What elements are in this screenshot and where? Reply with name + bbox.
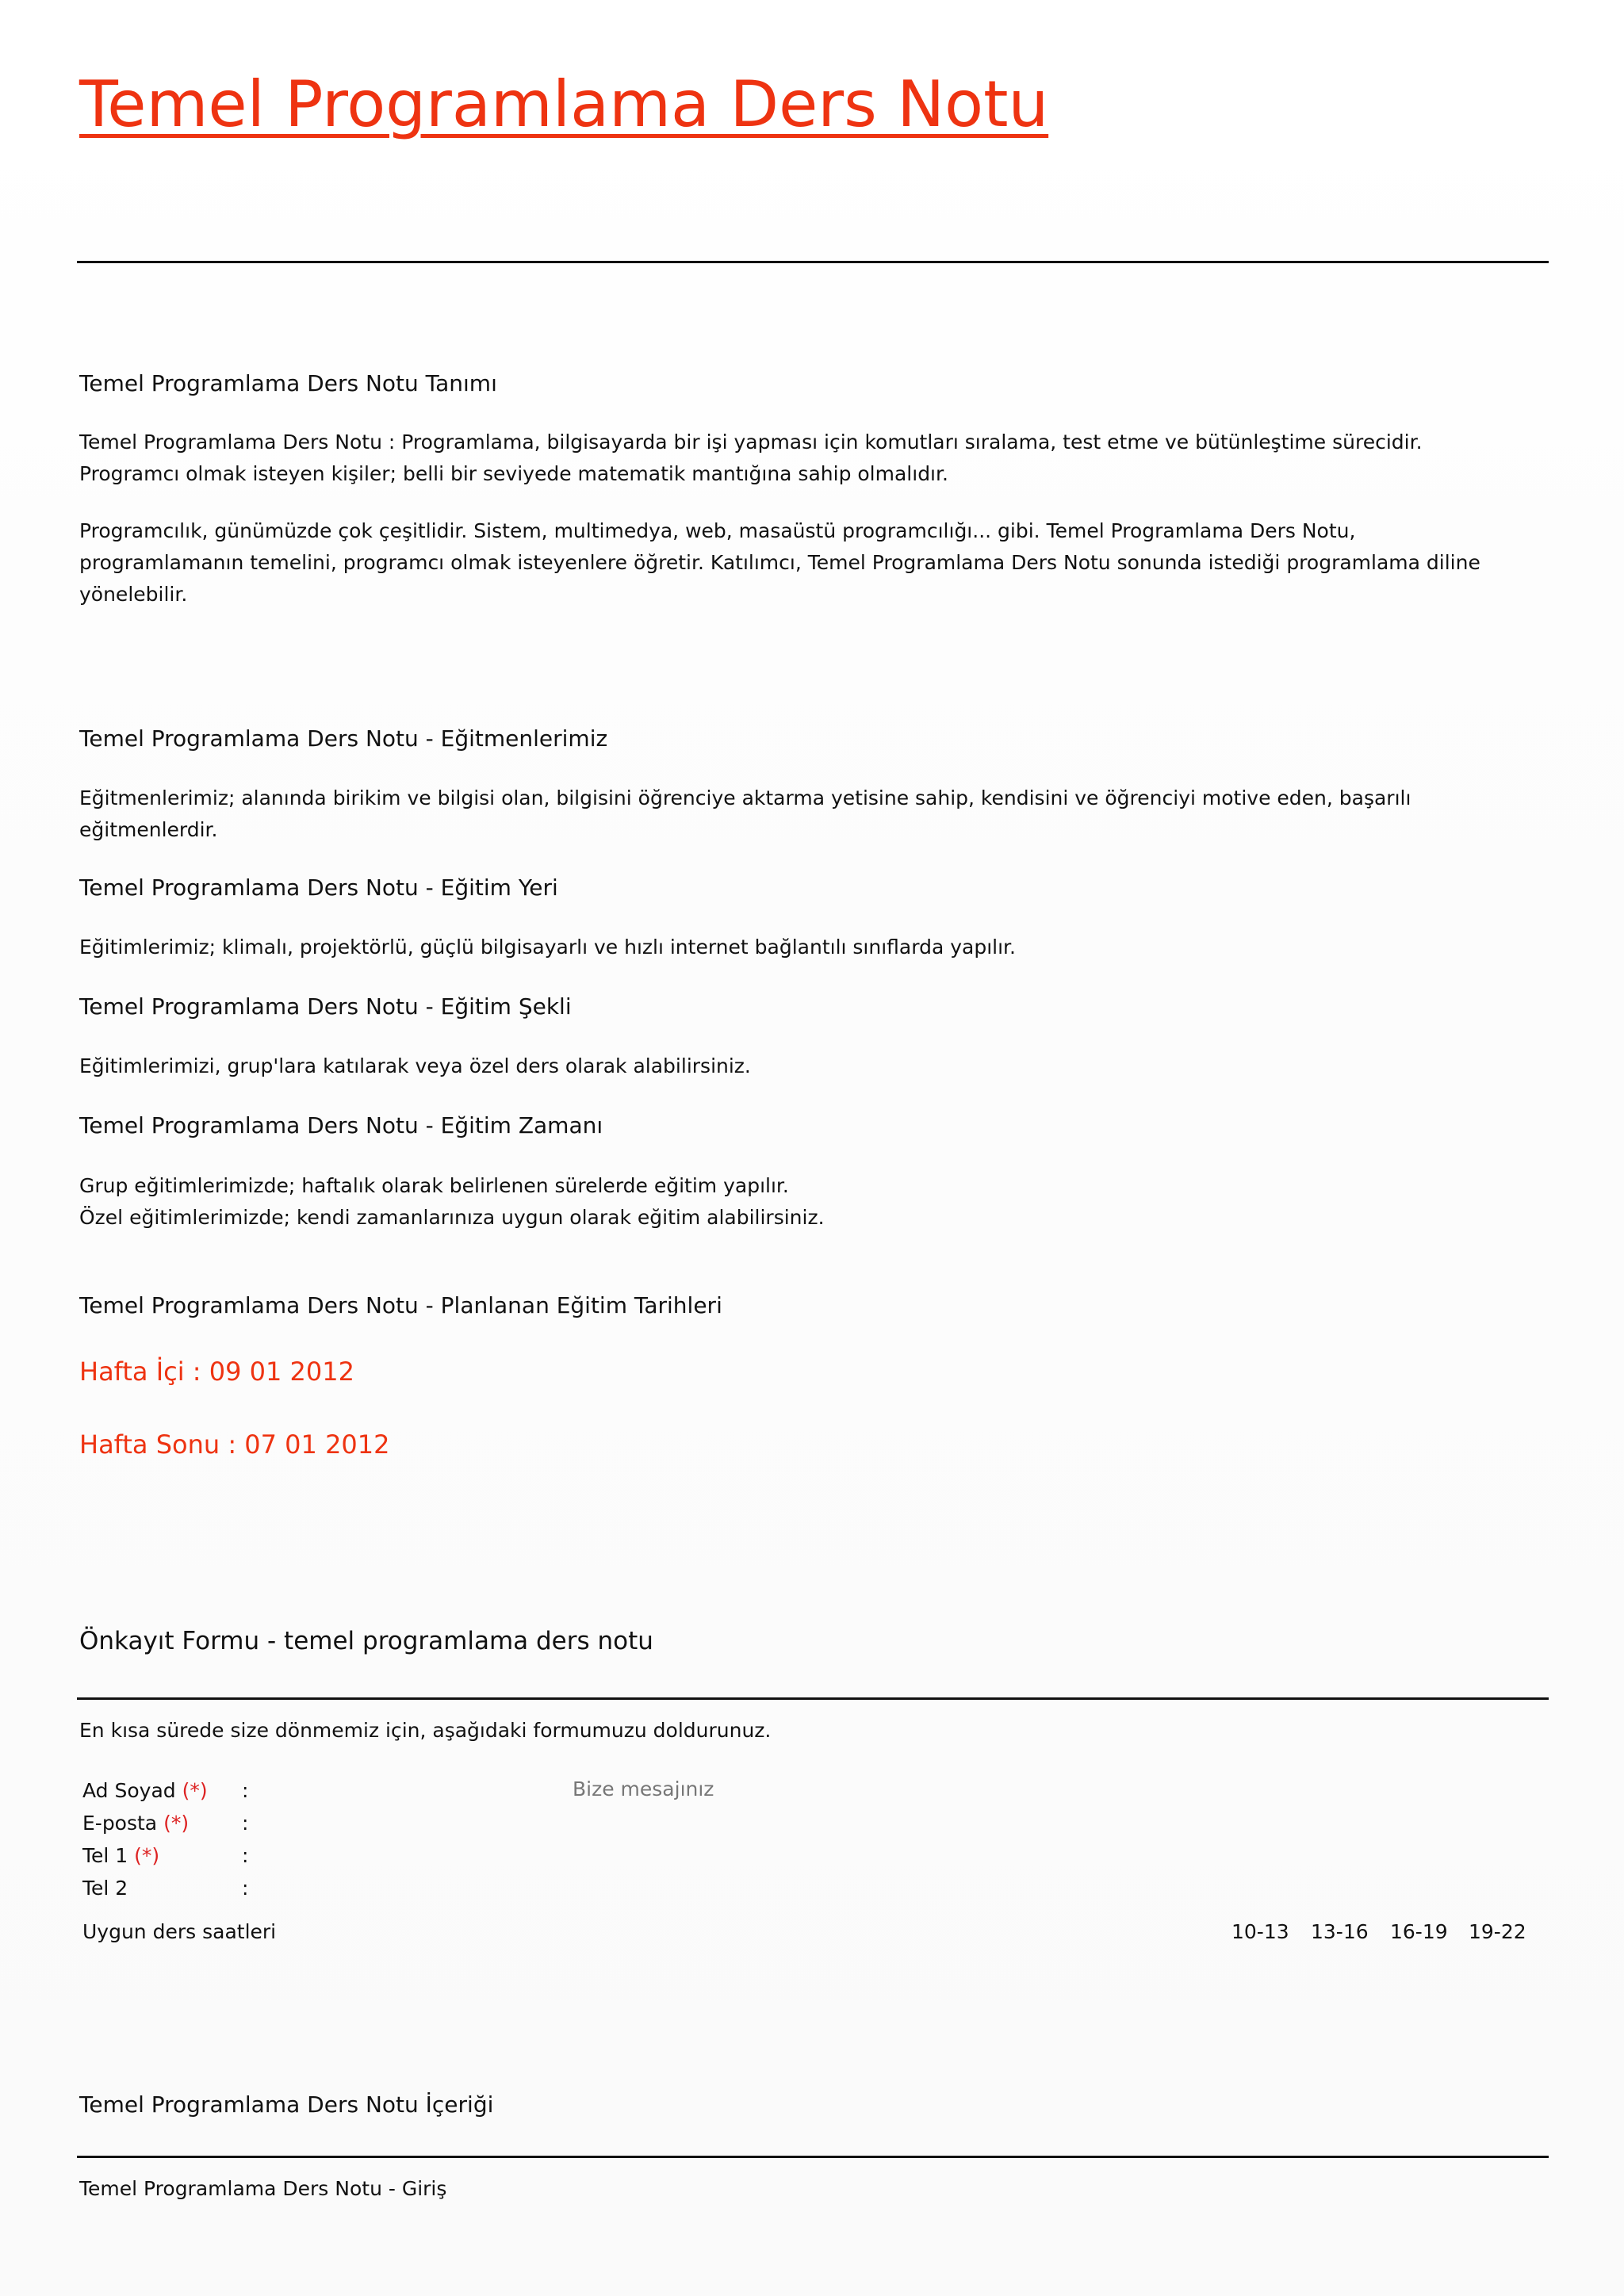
definition-p2-line3: yönelebilir. bbox=[79, 583, 188, 606]
definition-p2-line2: programlamanın temelini, programcı olmak isteyenlere öğretir. Katılımcı, Temel Programlama Ders Notu sonunda istediği programlama diline bbox=[79, 551, 1480, 574]
hour-option-19-22[interactable]: 19-22 bbox=[1469, 1920, 1526, 1943]
location-text: Eğitimlerimiz; klimalı, projektörlü, güçlü bilgisayarlı ve hızlı internet bağlantılı sınıflarda yapılır. bbox=[79, 936, 1016, 959]
weekend-date: Hafta Sonu : 07 01 2012 bbox=[79, 1429, 390, 1460]
definition-paragraph-1 bbox=[79, 427, 1546, 490]
contents-heading: Temel Programlama Ders Notu İçeriği bbox=[79, 2091, 494, 2118]
definition-paragraph-2 bbox=[79, 515, 1546, 610]
instructors-text bbox=[79, 783, 1546, 846]
email-label-text: E-posta bbox=[82, 1812, 158, 1835]
tel1-label bbox=[82, 1843, 159, 1869]
name-label bbox=[82, 1777, 208, 1804]
schedule-line2: Özel eğitimlerimizde; kendi zamanlarınıza uygun olarak eğitim alabilirsiniz. bbox=[79, 1206, 825, 1229]
tel1-colon: : bbox=[242, 1844, 249, 1867]
name-colon: : bbox=[242, 1779, 249, 1802]
schedule-text bbox=[79, 1170, 1546, 1234]
name-label-text: Ad Soyad bbox=[82, 1779, 176, 1802]
definition-p2-line1: Programcılık, günümüzde çok çeşitlidir. Sistem, multimedya, web, masaüstü programcılığı... gibi. Temel Programlama Ders Notu, bbox=[79, 519, 1356, 542]
tel2-label-text: Tel 2 bbox=[82, 1877, 128, 1900]
format-heading: Temel Programlama Ders Notu - Eğitim Şekli bbox=[79, 993, 572, 1020]
instructors-heading: Temel Programlama Ders Notu - Eğitmenlerimiz bbox=[79, 725, 608, 752]
contents-item-intro[interactable]: Temel Programlama Ders Notu - Giriş bbox=[79, 2177, 447, 2200]
definition-heading: Temel Programlama Ders Notu Tanımı bbox=[79, 370, 497, 396]
tel1-required-mark: (*) bbox=[134, 1844, 160, 1867]
email-label bbox=[82, 1810, 189, 1837]
location-heading: Temel Programlama Ders Notu - Eğitim Yeri bbox=[79, 874, 558, 901]
definition-p1-line2: Programcı olmak isteyen kişiler; belli bir seviyede matematik mantığına sahip olmalıdır. bbox=[79, 462, 948, 485]
tel2-colon: : bbox=[242, 1877, 249, 1900]
form-divider bbox=[77, 1697, 1549, 1700]
instructors-line1: Eğitmenlerimiz; alanında birikim ve bilgisi olan, bilgisini öğrenciye aktarma yetisine sahip, kendisini ve öğrenciyi motive eden, başarılı bbox=[79, 786, 1411, 809]
hour-option-10-13[interactable]: 10-13 bbox=[1231, 1920, 1289, 1943]
instructors-line2: eğitmenlerdir. bbox=[79, 818, 218, 841]
tel2-label bbox=[82, 1875, 128, 1902]
hours-label: Uygun ders saatleri bbox=[82, 1920, 277, 1943]
schedule-heading: Temel Programlama Ders Notu - Eğitim Zamanı bbox=[79, 1112, 603, 1138]
form-intro: En kısa sürede size dönmemiz için, aşağıdaki formumuzu doldurunuz. bbox=[79, 1719, 772, 1742]
form-title: Önkayıt Formu - temel programlama ders notu bbox=[79, 1627, 653, 1655]
definition-p1-line1: Temel Programlama Ders Notu : Programlama, bilgisayarda bir işi yapması için komutları sıralama, test etme ve bütünleştime sürecidir. bbox=[79, 430, 1423, 453]
dates-heading: Temel Programlama Ders Notu - Planlanan Eğitim Tarihleri bbox=[79, 1292, 722, 1318]
schedule-line1: Grup eğitimlerimizde; haftalık olarak belirlenen sürelerde eğitim yapılır. bbox=[79, 1174, 789, 1197]
weekday-date: Hafta İçi : 09 01 2012 bbox=[79, 1357, 354, 1387]
contents-divider bbox=[77, 2156, 1549, 2158]
message-textarea[interactable]: Bize mesajınız bbox=[573, 1777, 714, 1800]
page-title: Temel Programlama Ders Notu bbox=[79, 67, 1049, 141]
title-divider bbox=[77, 261, 1549, 263]
hour-option-16-19[interactable]: 16-19 bbox=[1390, 1920, 1448, 1943]
email-colon: : bbox=[242, 1812, 249, 1835]
tel1-label-text: Tel 1 bbox=[82, 1844, 128, 1867]
name-required-mark: (*) bbox=[182, 1779, 208, 1802]
format-text: Eğitimlerimizi, grup'lara katılarak veya özel ders olarak alabilirsiniz. bbox=[79, 1054, 751, 1077]
hour-option-13-16[interactable]: 13-16 bbox=[1311, 1920, 1369, 1943]
email-required-mark: (*) bbox=[163, 1812, 190, 1835]
